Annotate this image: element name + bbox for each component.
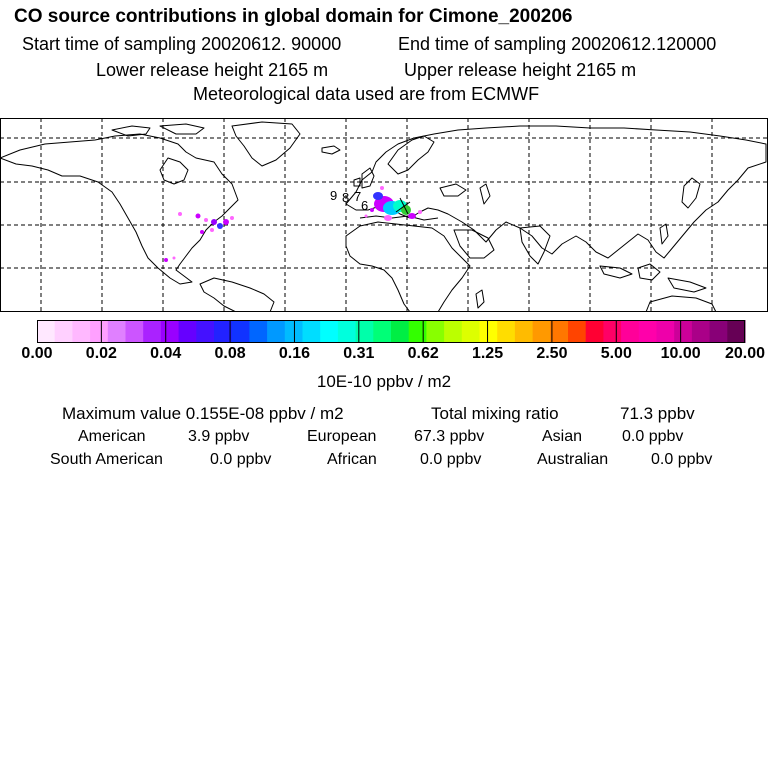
- colorbar-cell: [214, 320, 232, 343]
- site-label: 7: [354, 189, 362, 204]
- colorbar-cell: [515, 320, 533, 343]
- colorbar-tick-label: 1.25: [471, 345, 504, 362]
- colorbar-cell: [143, 320, 161, 343]
- colorbar-cell: [267, 320, 285, 343]
- colorbar-units: 10E-10 ppbv / m2: [316, 372, 452, 391]
- region-name: American: [78, 428, 146, 445]
- colorbar-tick-label: 0.04: [150, 345, 182, 362]
- colorbar-tick-label: 0.62: [407, 345, 439, 362]
- colorbar-tick-label: 0.02: [85, 345, 117, 362]
- colorbar-cell: [586, 320, 604, 343]
- colorbar-cell: [426, 320, 444, 343]
- colorbar-cell: [179, 320, 197, 343]
- colorbar-tick-label: 5.00: [600, 345, 632, 362]
- site-label: 9: [330, 188, 338, 203]
- colorbar-cell: [72, 320, 90, 343]
- region-name: African: [327, 451, 377, 468]
- region-name: Asian: [542, 428, 583, 445]
- world-map: [0, 118, 768, 312]
- region-value: 0.0 ppbv: [210, 451, 272, 468]
- colorbar-tick-label: 0.31: [343, 345, 375, 362]
- colorbar-cell: [692, 320, 710, 343]
- colorbar-cell: [196, 320, 214, 343]
- region-name: South American: [50, 451, 163, 468]
- colorbar-tick-label: 0.16: [278, 345, 311, 362]
- colorbar-cell: [568, 320, 586, 343]
- colorbar-cell: [657, 320, 675, 343]
- colorbar-cell: [409, 320, 427, 343]
- region-value: 0.0 ppbv: [622, 428, 684, 445]
- region-value: 3.9 ppbv: [188, 428, 250, 445]
- site-label: 8: [342, 190, 350, 205]
- end-time-label: End time of sampling 20020612.120000: [398, 34, 717, 54]
- colorbar-cell: [674, 320, 692, 343]
- total-mixing-label: Total mixing ratio: [431, 404, 559, 423]
- colorbar-tick-label: 0.08: [214, 345, 246, 362]
- colorbar-cell: [497, 320, 515, 343]
- max-value-label: Maximum value 0.155E-08 ppbv / m2: [62, 404, 344, 423]
- region-name: Australian: [537, 451, 609, 468]
- colorbar-cell: [338, 320, 356, 343]
- colorbar-cell: [303, 320, 321, 343]
- colorbar-tick-label: 10.00: [660, 345, 701, 362]
- colorbar-cell: [480, 320, 498, 343]
- colorbar-cell: [550, 320, 568, 343]
- colorbar-cell: [108, 320, 126, 343]
- colorbar-cell: [373, 320, 391, 343]
- region-value: 0.0 ppbv: [420, 451, 482, 468]
- colorbar-cell: [621, 320, 639, 343]
- colorbar-cell: [55, 320, 73, 343]
- colorbar-cell: [320, 320, 338, 343]
- colorbar-cell: [603, 320, 621, 343]
- colorbar-cell: [444, 320, 462, 343]
- start-time-label: Start time of sampling 20020612. 90000: [22, 34, 342, 54]
- colorbar: [37, 320, 746, 344]
- colorbar-tick-label: 20.00: [724, 345, 766, 362]
- colorbar-cell: [37, 320, 55, 343]
- colorbar-cell: [285, 320, 303, 343]
- upper-release-label: Upper release height 2165 m: [404, 60, 637, 80]
- colorbar-cell: [710, 320, 728, 343]
- colorbar-cell: [90, 320, 108, 343]
- colorbar-tick-label: 0.00: [21, 345, 53, 362]
- total-mixing-value: 71.3 ppbv: [620, 404, 695, 423]
- region-value: 0.0 ppbv: [651, 451, 713, 468]
- plot-title: CO source contributions in global domain for Cimone_200206: [14, 6, 573, 27]
- region-value: 67.3 ppbv: [414, 428, 485, 445]
- colorbar-cell: [232, 320, 250, 343]
- colorbar-cell: [639, 320, 657, 343]
- colorbar-cell: [533, 320, 551, 343]
- colorbar-cell: [391, 320, 409, 343]
- colorbar-cell: [727, 320, 745, 343]
- met-data-label: Meteorological data used are from ECMWF: [193, 84, 540, 104]
- colorbar-tick-label: 2.50: [536, 345, 568, 362]
- lower-release-label: Lower release height 2165 m: [96, 60, 329, 80]
- region-name: European: [307, 428, 377, 445]
- colorbar-cell: [126, 320, 144, 343]
- colorbar-cell: [161, 320, 179, 343]
- site-label: 6: [361, 198, 369, 213]
- colorbar-cell: [462, 320, 480, 343]
- colorbar-cell: [249, 320, 267, 343]
